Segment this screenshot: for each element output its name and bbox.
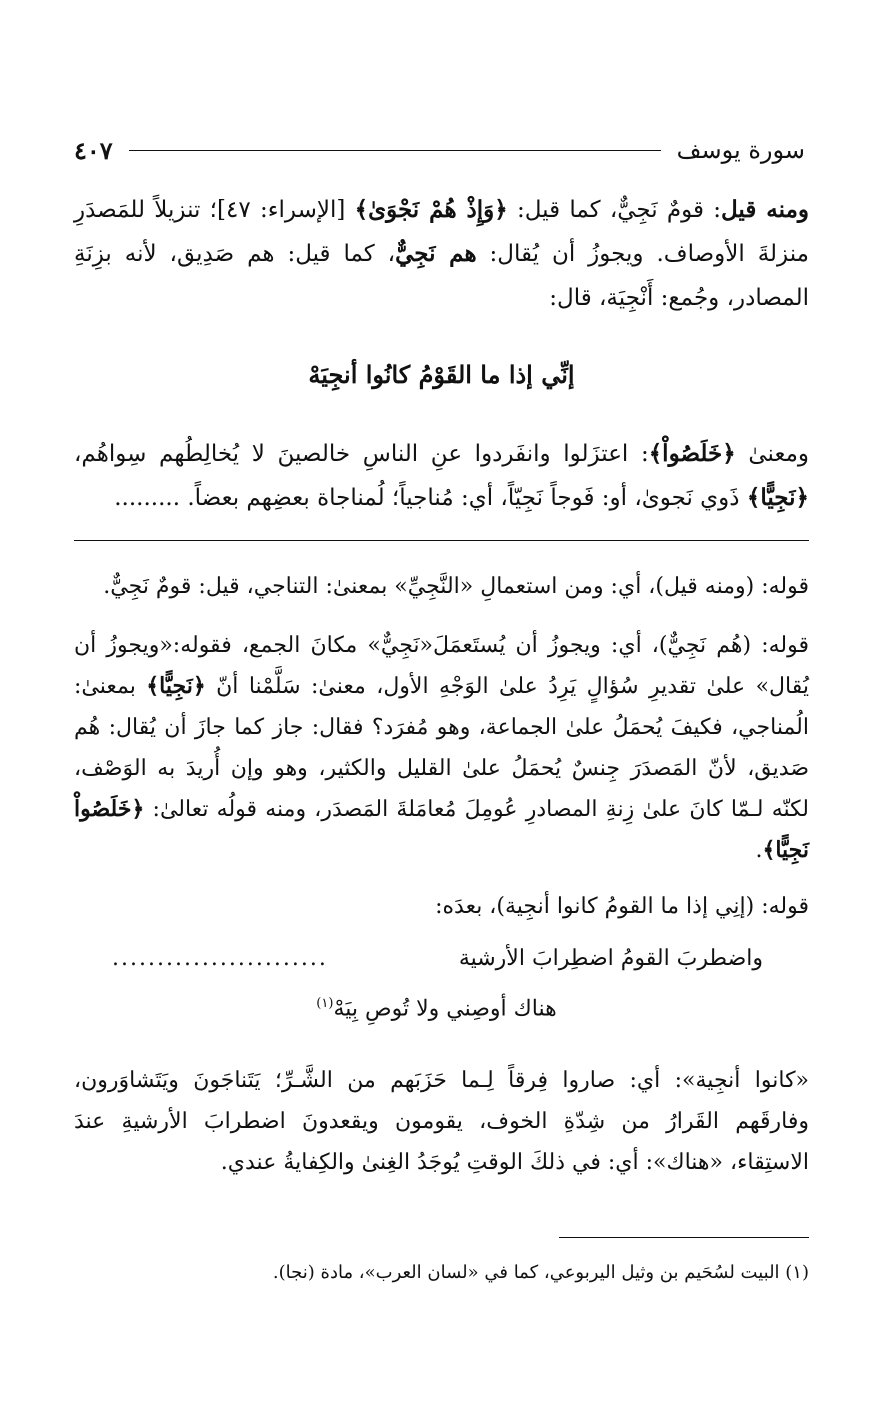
poem-line-2	[0, 996, 873, 1021]
footnote-rule	[559, 1237, 809, 1238]
lead-phrase: ومنه قيل	[721, 196, 810, 223]
main-paragraph-2	[74, 432, 809, 520]
text-run: [الإسراء: ٤٧]؛ تنزيلاً للمَصدَرِ منزلةَ الأوصاف. ويجوزُ أن يُقال:	[74, 197, 809, 267]
poetry-verse: إنِّي إذا ما القَوْمُ كانُوا أنجِيَهْ	[308, 360, 575, 389]
text-run: .	[755, 838, 763, 863]
text-run: قوله: (هُم نَجِيٌّ)، أي: ويجوزُ أن يُستَعمَلَ«نَجِيٌّ» مكانَ الجمع، فقوله:«ويجوزُ أن يُقال» علىٰ تقديرِ سُؤالٍ يَرِدُ علىٰ الوَجْهِ الأول، معنىٰ: سَلَّمْنا أنّ	[74, 633, 809, 699]
text-run: بمعنىٰ: الُمناجي، فكيفَ يُحمَلُ علىٰ الجماعة، وهو مُفرَد؟ فقال: جاز كما جازَ أن يُقال: هُم صَديق، لأنّ المَصدَرَ جِنسٌ يُحمَلُ علىٰ القليل والكثير، وهو وإن أُريدَ به الوَصْف، لكنّه لـمّا كانَ علىٰ زِنةِ المصادرِ عُومِلَ مُعامَلةَ المَصدَر، ومنه قولُه تعالىٰ:	[74, 674, 809, 822]
surah-title: سورة يوسف	[676, 136, 805, 164]
bold-phrase: هم نَجِيٌّ	[395, 240, 477, 267]
text-run: ومعنىٰ	[735, 441, 809, 467]
commentary-paragraph-2	[74, 625, 809, 871]
section-divider	[74, 540, 809, 541]
text-run: ذَوي نَجوىٰ، أو: فَوجاً نَجِيّاً، أي: مُناجياً؛ لُمناجاة بعضِهم بعضاً. .........	[114, 485, 747, 511]
quran-quote: ﴿نَجِيًّا﴾	[146, 673, 206, 699]
text-run: : اعتزَلوا وانفَردوا عنِ الناسِ خالصينَ لا يُخالِطُهم سِواهُم،	[74, 441, 649, 467]
page-header	[74, 132, 805, 168]
quran-quote: ﴿خَلَصُواْ﴾	[648, 440, 736, 467]
footnote: (١) البيت لسُحَيم بن وثيل اليربوعي، كما في «لسان العرب»، مادة (نجا).	[272, 1262, 809, 1283]
main-paragraph-1	[74, 188, 809, 320]
text-run: ، كما قيل: هم صَدِيق، لأنه بزِنَةِ المصادر، وجُمع: أَنْجِيَة، قال:	[74, 241, 809, 311]
poem-line-1-right: واضطربَ القومُ اضطِرابَ الأرشية	[458, 946, 763, 971]
quran-quote: ﴿خَلَصُواْ نَجِيًّا﴾	[74, 796, 809, 863]
commentary-paragraph-3: قوله: (إنِي إذا ما القومُ كانوا أنجِية)، بعدَه:	[435, 894, 809, 919]
commentary-paragraph-4: «كانوا أنجِية»: أي: صاروا فِرقاً لِـما حَزَبَهم من الشَّـرِّ؛ يَتَناجَونَ ويَتَشاوَرون، وفارقَهم القَرارُ من شِدّةِ الخوف، يقومون ويقعدونَ اضطرابَ الأرشيةِ عندَ الاستِقاء، «هناك»: أي: في ذلكَ الوقتِ يُوجَدُ الغِنىٰ والكِفايةُ عندي.	[74, 1068, 809, 1175]
poem-text: هناك أوصِني ولا تُوصِ بِيَهْ	[333, 996, 557, 1022]
text-run: : قومٌ نَجِيٌّ، كما قيل:	[507, 197, 722, 223]
poem-line-1-dots: ........................	[112, 946, 328, 971]
quran-quote: ﴿نَجِيًّا﴾	[746, 484, 809, 511]
quran-quote: ﴿وَإِذْ هُمْ نَجْوَىٰ﴾	[354, 196, 508, 223]
commentary-paragraph-1: قوله: (ومنه قيل)، أي: ومن استعمالِ «النَّجِيِّ» بمعنىٰ: التناجي، قيل: قومٌ نَجِيٌّ.	[103, 574, 809, 599]
page-number: ٤٠٧	[74, 135, 113, 165]
header-rule	[129, 150, 661, 151]
footnote-ref: (١)	[316, 996, 334, 1011]
